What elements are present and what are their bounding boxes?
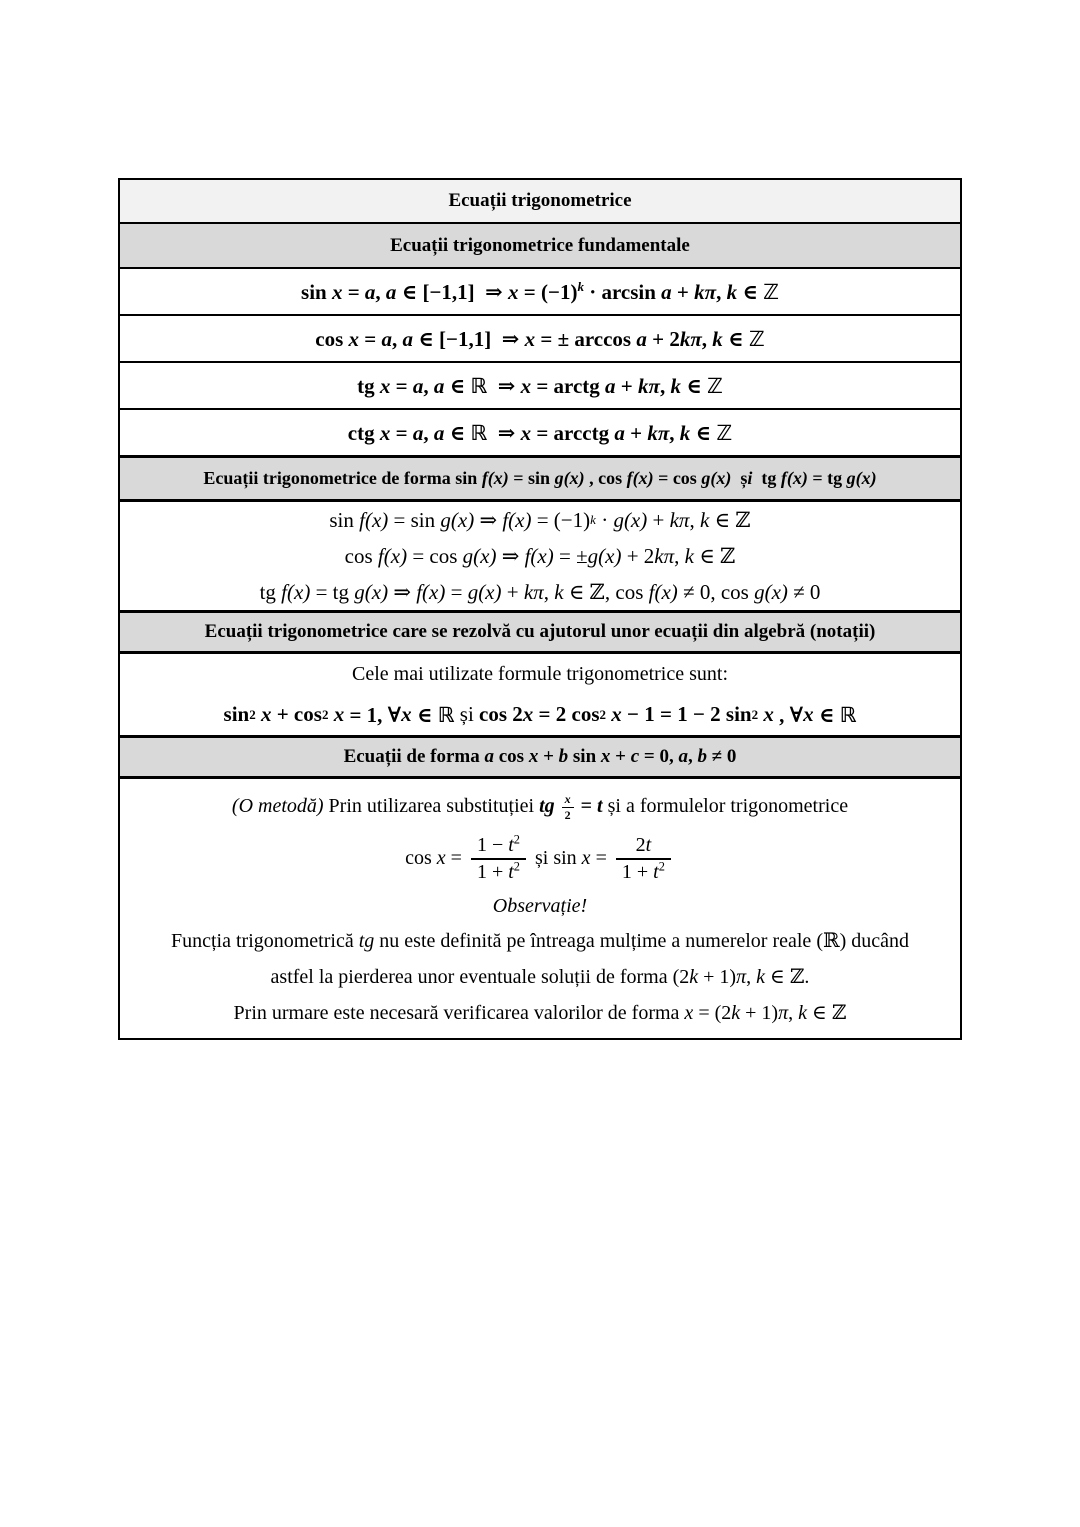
section-header-functional-text	[203, 468, 876, 489]
text-run: b	[697, 746, 707, 767]
text-run: + 2	[646, 326, 680, 351]
text-run: f(x)	[780, 468, 808, 488]
text-run: , ∀	[773, 702, 804, 727]
text-run: a	[381, 326, 393, 351]
text-run: ,	[716, 279, 727, 304]
text-run: = tg	[310, 579, 355, 604]
text-run: kπ	[523, 579, 544, 604]
text-run: +	[615, 373, 639, 398]
text-run: ,	[659, 373, 671, 398]
text-run: kπ	[679, 326, 702, 351]
text-run: =	[590, 847, 612, 870]
text-run: și	[459, 702, 474, 727]
text-run: = 2 cos	[533, 702, 600, 727]
text-run: f(x)	[648, 579, 678, 604]
text-run: g(x)	[440, 507, 475, 532]
text-run: ∈ ℝ ⇒	[444, 420, 521, 445]
section-header-algebraic-text: Ecuații trigonometrice care se rezolvă cu ajutorul unor ecuații din algebră (notații)	[204, 621, 876, 642]
text-run: x	[401, 702, 412, 727]
text-run: ≠ 0, cos	[677, 579, 755, 604]
text-run: f(x)	[502, 507, 532, 532]
text-run: k	[731, 1002, 741, 1025]
observation-note-line-1	[171, 928, 909, 953]
text-run: ⇒	[474, 507, 503, 532]
text-run: f(x)	[281, 579, 311, 604]
trig-equations-table	[118, 178, 962, 1040]
text-run: a	[364, 279, 376, 304]
text-run: π	[736, 966, 747, 989]
text-run: Ecuații trigonometrice de forma sin	[203, 468, 482, 488]
text-run: sin	[329, 507, 360, 532]
text-run: ∈ ℝ ⇒	[444, 373, 521, 398]
text-run: ⇒	[388, 579, 417, 604]
text-run: g(x)	[554, 468, 585, 488]
text-run: ∈ [−1,1] ⇒	[396, 279, 509, 304]
text-run: k	[670, 373, 681, 398]
ctg-equation	[348, 420, 732, 446]
table-title-row	[120, 180, 960, 222]
text-run: f(x)	[524, 543, 554, 568]
text-run: kπ	[654, 543, 675, 568]
algebraic-intro: Cele mai utilizate formule trigonometrice sunt:	[352, 662, 728, 685]
text-run: ∈ [−1,1] ⇒	[413, 326, 525, 351]
pythagorean-identity-formula: sin 2 x + cos 2 x = 1, ∀ x ∈ ℝ și cos 2 x = 2 cos 2 x − 1 = 1 − 2 sin 2 x , ∀ x ∈ ℝ	[223, 702, 857, 727]
text-run: a	[402, 326, 414, 351]
text-run: g(x)	[587, 543, 622, 568]
observation-note-line-2	[271, 964, 810, 989]
text-run: x	[522, 702, 534, 727]
section-header-fundamental-text: Ecuații trigonometrice fundamentale	[390, 234, 690, 256]
text-run: = sin	[388, 507, 441, 532]
text-run: f(x)	[359, 507, 389, 532]
text-run: k	[699, 507, 710, 532]
text-run: = (−1)	[518, 279, 578, 304]
text-run: = ±	[553, 543, 588, 568]
text-run: ,	[746, 966, 757, 989]
text-run: ,	[788, 1002, 799, 1025]
table-title: Ecuații trigonometrice	[448, 190, 632, 211]
observation-note-line-3	[234, 1000, 847, 1025]
text-run: = (−1)	[531, 507, 591, 532]
text-run: = cos	[407, 543, 463, 568]
text-run: t	[508, 833, 514, 856]
algebraic-formulas-block	[120, 651, 960, 735]
text-run: x	[331, 279, 343, 304]
cos-equation	[315, 326, 764, 352]
sin-functional-equation: sin f(x) = sin g(x) ⇒ f(x) = (−1) k · g(x) + kπ , k ∈ ℤ	[329, 507, 751, 532]
text-run: x	[520, 373, 532, 398]
fraction	[616, 834, 671, 884]
text-run: =	[390, 373, 413, 398]
text-run: = sin	[508, 468, 555, 488]
text-run: tg	[358, 930, 375, 953]
text-run: = cos	[653, 468, 702, 488]
text-run: tg	[752, 468, 781, 488]
half-angle-fractions-line	[405, 834, 675, 884]
text-run: x	[763, 702, 774, 727]
text-run: f(x)	[377, 543, 408, 568]
text-run: a	[678, 746, 688, 767]
text-run: x	[581, 847, 591, 870]
text-run: k	[684, 543, 694, 568]
text-run: ∈ ℝ	[411, 702, 460, 727]
text-run: g(x)	[462, 543, 497, 568]
text-run: =	[445, 847, 467, 870]
text-run: k	[689, 966, 699, 989]
text-run: sin	[223, 702, 250, 727]
text-run: ,	[701, 326, 713, 351]
text-run: ∈ ℤ, cos	[563, 579, 649, 604]
text-run: k	[756, 966, 766, 989]
text-run: k	[726, 279, 738, 304]
text-run: x	[436, 847, 446, 870]
text-run: t	[645, 833, 652, 856]
text-run: ·	[595, 507, 614, 532]
text-run: +	[624, 420, 648, 445]
text-run: t	[508, 860, 514, 883]
text-run: ∈ ℤ.	[765, 966, 810, 989]
text-run: ∈ ℤ	[722, 326, 765, 351]
text-run: x	[333, 702, 345, 727]
text-run: x	[508, 279, 519, 304]
text-run: a	[412, 420, 424, 445]
row-tg-equation	[120, 361, 960, 408]
text-run: kπ	[647, 420, 670, 445]
text-run: x	[528, 746, 539, 767]
row-cos-equation	[120, 314, 960, 361]
text-run: c	[630, 746, 640, 767]
text-run: cos	[405, 847, 437, 870]
text-run: 1 +	[621, 860, 654, 883]
text-run: Prin urmare este necesară verificarea valorilor de forma	[233, 1002, 685, 1025]
text-run: = arctg	[531, 373, 606, 398]
text-run: ∈ ℤ	[690, 420, 733, 445]
text-run: x	[564, 791, 571, 806]
text-run: g(x)	[354, 579, 389, 604]
text-run: Funcția trigonometrică	[170, 930, 359, 953]
section-header-functional	[120, 455, 960, 499]
text-run: a	[605, 373, 616, 398]
text-run: ∈ ℤ	[709, 507, 751, 532]
text-run: g(x)	[846, 468, 877, 488]
text-run: ,	[687, 746, 698, 767]
cos-functional-equation	[345, 538, 736, 574]
functional-equations-block	[120, 499, 960, 610]
text-run: + cos	[271, 702, 322, 727]
row-ctg-equation	[120, 408, 960, 455]
text-run: ,	[423, 373, 434, 398]
text-run: x	[520, 420, 532, 445]
text-run: =	[390, 420, 413, 445]
text-run: și a formulelor trigonometrice	[602, 794, 849, 817]
text-run: a	[484, 746, 494, 767]
text-run: (O metodă)	[231, 794, 324, 817]
text-run: Prin utilizarea substituției	[323, 794, 540, 817]
section-header-fundamental	[120, 222, 960, 267]
text-run: = (2	[693, 1002, 732, 1025]
text-run: cos	[315, 326, 349, 351]
text-run: ,	[669, 420, 680, 445]
superscript: 2	[513, 832, 520, 847]
text-run: ctg	[347, 420, 380, 445]
text-run: ,	[543, 579, 555, 604]
text-run: + 1)	[698, 966, 737, 989]
text-run: cos 2	[473, 702, 523, 727]
section-header-linear	[120, 735, 960, 776]
text-run: = arcctg	[531, 420, 615, 445]
text-run: 1 +	[476, 860, 509, 883]
text-run: a	[385, 279, 397, 304]
text-run: +	[538, 746, 559, 767]
text-run: kπ	[638, 373, 660, 398]
text-run: 2	[564, 807, 571, 822]
text-run: x	[803, 702, 814, 727]
text-run: ⇒	[496, 543, 525, 568]
text-run: t	[653, 860, 659, 883]
text-run: x	[684, 1002, 694, 1025]
text-run: kπ	[694, 279, 717, 304]
text-run: a	[433, 373, 445, 398]
text-run: și sin	[529, 847, 582, 870]
section-header-linear-text	[344, 746, 737, 768]
text-run: b	[558, 746, 569, 767]
text-run: tg	[259, 579, 282, 604]
text-run: = 1, ∀	[344, 702, 402, 727]
text-run: ,	[689, 507, 700, 532]
fraction	[562, 792, 574, 823]
text-run: cos	[344, 543, 378, 568]
text-run: k	[712, 326, 723, 351]
text-run: g(x)	[613, 507, 648, 532]
text-run: ≠ 0	[706, 746, 737, 767]
text-run: k	[798, 1002, 808, 1025]
text-run: tg	[539, 794, 560, 817]
text-run: k	[679, 420, 691, 445]
tg-equation	[357, 373, 723, 399]
text-run: +	[647, 507, 670, 532]
text-run: +	[501, 579, 524, 604]
text-run: sin	[301, 279, 332, 304]
text-run: a	[433, 420, 445, 445]
text-run: i	[747, 468, 753, 488]
text-run: 1 −	[476, 833, 509, 856]
text-run: x	[379, 420, 391, 445]
text-run: +	[610, 746, 631, 767]
text-run: = ± arccos	[535, 326, 637, 351]
text-run: f(x)	[481, 468, 509, 488]
text-run: tg	[357, 373, 380, 398]
text-run: cos	[493, 746, 529, 767]
text-run: a	[636, 326, 647, 351]
text-run: ,	[423, 420, 434, 445]
text-run: ∈ ℤ	[693, 543, 736, 568]
text-run: x	[611, 702, 622, 727]
text-run: ,	[375, 279, 386, 304]
text-run: ∈ ℝ	[813, 702, 857, 727]
text-run: g(x)	[467, 579, 502, 604]
tg-functional-equation	[260, 574, 821, 610]
text-run: =	[575, 794, 598, 817]
superscript: 2	[513, 859, 520, 874]
text-run: π	[778, 1002, 789, 1025]
text-run: x	[379, 373, 391, 398]
row-sin-equation	[120, 267, 960, 314]
text-run: x	[348, 326, 360, 351]
text-run: f(x)	[626, 468, 654, 488]
text-run: +	[671, 279, 695, 304]
substitution-method-line	[232, 792, 848, 823]
text-run: k	[554, 579, 564, 604]
text-run: kπ	[669, 507, 690, 532]
text-run: · arcsin	[583, 279, 662, 304]
text-run: nu este definită pe întreaga mulțime a numerelor reale (ℝ) ducând	[374, 930, 910, 953]
superscript: 2	[658, 859, 665, 874]
text-run: ∈ ℤ	[807, 1002, 847, 1025]
text-run: a	[614, 420, 625, 445]
text-run: g(x)	[754, 579, 788, 604]
text-run: ∈ ℤ	[737, 279, 779, 304]
text-run: + 2	[621, 543, 655, 568]
text-run: a	[661, 279, 672, 304]
sin-equation	[301, 279, 779, 305]
text-run: − 1 = 1 − 2 sin	[621, 702, 752, 727]
text-run: =	[359, 326, 382, 351]
superscript: k	[577, 278, 584, 294]
text-run: ș	[731, 468, 748, 488]
text-run: t	[597, 794, 603, 817]
observation-title: Observație!	[492, 894, 588, 917]
text-run: = tg	[807, 468, 847, 488]
text-run: ,	[392, 326, 403, 351]
text-run: a	[412, 373, 424, 398]
text-run: g(x)	[701, 468, 732, 488]
text-run: x	[260, 702, 272, 727]
text-run: astfel la pierderea unor eventuale soluții de forma (2	[270, 966, 690, 989]
text-run: f(x)	[416, 579, 446, 604]
text-run: =	[342, 279, 365, 304]
text-run: = 0,	[639, 746, 679, 767]
text-run: ∈ ℤ	[680, 373, 723, 398]
text-run: ,	[674, 543, 685, 568]
text-run: x	[524, 326, 536, 351]
text-run: =	[445, 579, 468, 604]
text-run: x	[600, 746, 611, 767]
fraction	[471, 834, 526, 884]
text-run: ≠ 0	[787, 579, 821, 604]
text-run: 2	[635, 833, 646, 856]
text-run: Ecuații de forma	[343, 746, 485, 767]
text-run: sin	[568, 746, 601, 767]
section-header-algebraic	[120, 610, 960, 651]
text-run: + 1)	[740, 1002, 779, 1025]
text-run: , cos	[584, 468, 627, 488]
linear-method-block	[120, 776, 960, 1038]
